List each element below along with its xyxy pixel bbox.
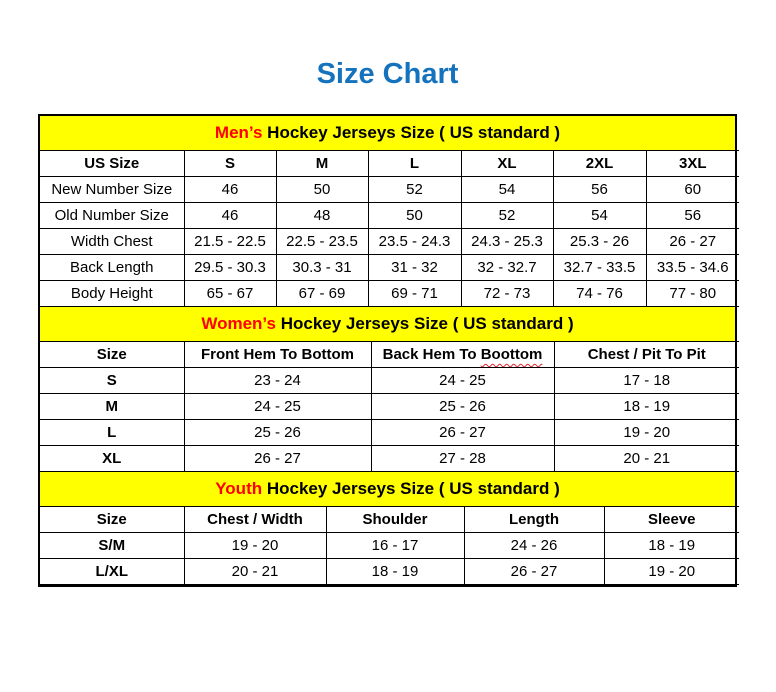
youth-cell: 18 - 19 (326, 559, 464, 585)
size-chart-container (38, 114, 737, 587)
men-cell: 67 - 69 (276, 281, 368, 307)
women-cell: 26 - 27 (371, 420, 554, 446)
men-column-header-cell: US Size (40, 151, 184, 177)
women-cell: 27 - 28 (371, 446, 554, 472)
women-section-header-rest: Hockey Jerseys Size ( US standard ) (275, 314, 574, 333)
youth-cell: 18 - 19 (604, 533, 739, 559)
section-men (40, 116, 735, 307)
men-cell: 54 (461, 177, 553, 203)
men-section-header-rest: Hockey Jerseys Size ( US standard ) (262, 123, 561, 142)
women-cell: 24 - 25 (371, 368, 554, 394)
men-column-header-cell: M (276, 151, 368, 177)
men-cell: 52 (461, 203, 553, 229)
youth-cell: S/M (40, 533, 184, 559)
section-youth (40, 472, 735, 585)
youth-section-header (40, 472, 735, 506)
men-cell: 50 (276, 177, 368, 203)
youth-column-header-row (40, 507, 739, 533)
men-cell: 46 (184, 177, 276, 203)
men-cell: 32.7 - 33.5 (553, 255, 646, 281)
men-cell: 21.5 - 22.5 (184, 229, 276, 255)
men-cell: 72 - 73 (461, 281, 553, 307)
women-column-header-row (40, 342, 739, 368)
men-column-header-cell: 3XL (646, 151, 739, 177)
men-cell: Back Length (40, 255, 184, 281)
women-cell: 25 - 26 (184, 420, 371, 446)
women-cell: 24 - 25 (184, 394, 371, 420)
youth-data-row (40, 559, 739, 585)
men-cell: 33.5 - 34.6 (646, 255, 739, 281)
men-column-header-cell: S (184, 151, 276, 177)
women-cell: L (40, 420, 184, 446)
youth-size-table (40, 506, 739, 585)
men-section-header (40, 116, 735, 150)
men-cell: New Number Size (40, 177, 184, 203)
men-cell: 24.3 - 25.3 (461, 229, 553, 255)
women-cell: 17 - 18 (554, 368, 739, 394)
men-cell: 56 (646, 203, 739, 229)
women-cell: 19 - 20 (554, 420, 739, 446)
youth-column-header-cell: Sleeve (604, 507, 739, 533)
youth-column-header-cell: Shoulder (326, 507, 464, 533)
youth-section-header-rest: Hockey Jerseys Size ( US standard ) (262, 479, 560, 498)
youth-data-row (40, 533, 739, 559)
women-cell: 26 - 27 (184, 446, 371, 472)
men-column-header-cell: L (368, 151, 461, 177)
youth-cell: 19 - 20 (184, 533, 326, 559)
men-cell: 48 (276, 203, 368, 229)
youth-cell: 26 - 27 (464, 559, 604, 585)
men-cell: 32 - 32.7 (461, 255, 553, 281)
women-data-row (40, 420, 739, 446)
men-cell: 50 (368, 203, 461, 229)
women-cell: 25 - 26 (371, 394, 554, 420)
youth-column-header-cell: Chest / Width (184, 507, 326, 533)
women-cell: 20 - 21 (554, 446, 739, 472)
men-data-row (40, 229, 739, 255)
page-title: Size Chart (316, 58, 459, 90)
men-data-row (40, 281, 739, 307)
men-cell: Body Height (40, 281, 184, 307)
men-column-header-cell: XL (461, 151, 553, 177)
women-cell: S (40, 368, 184, 394)
men-data-row (40, 203, 739, 229)
men-cell: 22.5 - 23.5 (276, 229, 368, 255)
youth-column-header-cell: Size (40, 507, 184, 533)
youth-cell: L/XL (40, 559, 184, 585)
women-column-header-cell: Size (40, 342, 184, 368)
youth-cell: 20 - 21 (184, 559, 326, 585)
youth-column-header-cell: Length (464, 507, 604, 533)
men-cell: Width Chest (40, 229, 184, 255)
women-section-header (40, 307, 735, 341)
women-data-row (40, 394, 739, 420)
men-cell: 46 (184, 203, 276, 229)
misspelled-word: Boottom (480, 346, 543, 363)
header-text: Back Hem To (382, 346, 481, 363)
men-cell: 56 (553, 177, 646, 203)
youth-cell: 24 - 26 (464, 533, 604, 559)
men-size-table (40, 150, 739, 307)
men-cell: 25.3 - 26 (553, 229, 646, 255)
women-column-header-cell (371, 342, 554, 368)
men-cell: 52 (368, 177, 461, 203)
men-data-row (40, 255, 739, 281)
men-data-row (40, 177, 739, 203)
men-cell: 30.3 - 31 (276, 255, 368, 281)
men-cell: 65 - 67 (184, 281, 276, 307)
men-cell: 26 - 27 (646, 229, 739, 255)
women-cell: M (40, 394, 184, 420)
men-cell: 69 - 71 (368, 281, 461, 307)
men-column-header-row (40, 151, 739, 177)
men-cell: 23.5 - 24.3 (368, 229, 461, 255)
men-cell: 29.5 - 30.3 (184, 255, 276, 281)
youth-section-header-accent: Youth (215, 479, 263, 498)
men-cell: 74 - 76 (553, 281, 646, 307)
youth-cell: 19 - 20 (604, 559, 739, 585)
men-cell: 60 (646, 177, 739, 203)
men-cell: 31 - 32 (368, 255, 461, 281)
women-cell: 23 - 24 (184, 368, 371, 394)
men-cell: Old Number Size (40, 203, 184, 229)
men-section-header-accent: Men’s (214, 123, 263, 142)
women-column-header-cell: Chest / Pit To Pit (554, 342, 739, 368)
women-data-row (40, 368, 739, 394)
women-column-header-cell: Front Hem To Bottom (184, 342, 371, 368)
women-data-row (40, 446, 739, 472)
men-cell: 77 - 80 (646, 281, 739, 307)
women-size-table (40, 341, 739, 472)
women-section-header-accent: Women’s (201, 314, 276, 333)
men-column-header-cell: 2XL (553, 151, 646, 177)
section-women (40, 307, 735, 472)
men-cell: 54 (553, 203, 646, 229)
women-cell: XL (40, 446, 184, 472)
women-cell: 18 - 19 (554, 394, 739, 420)
youth-cell: 16 - 17 (326, 533, 464, 559)
